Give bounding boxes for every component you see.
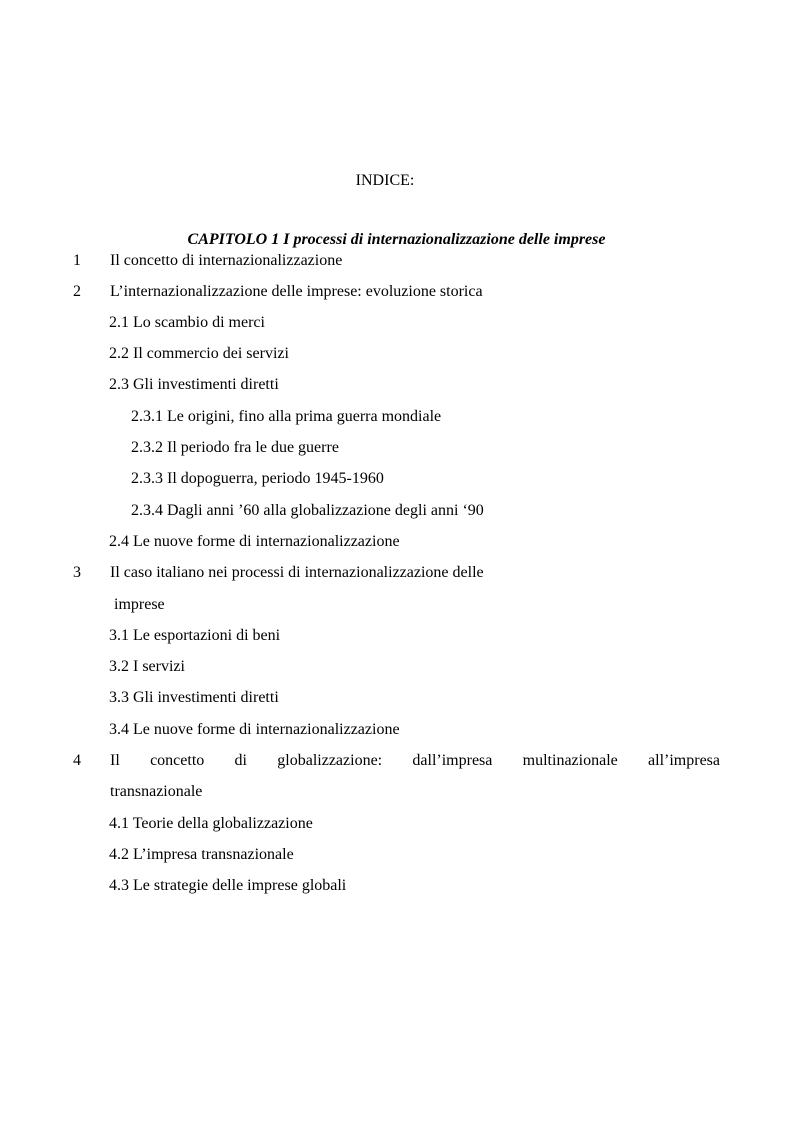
toc-entry-3-1: 3.1 Le esportazioni di beni: [109, 627, 281, 644]
toc-entry-3-3: 3.3 Gli investimenti diretti: [109, 689, 279, 706]
index-title: INDICE:: [355, 172, 415, 189]
section-4-number: 4: [73, 752, 81, 769]
toc-entry-4-2: 4.2 L’impresa transnazionale: [109, 846, 294, 863]
toc-entry-3-2: 3.2 I servizi: [109, 658, 185, 675]
chapter-heading: CAPITOLO 1 I processi di internazionalizzazione delle imprese: [187, 231, 606, 248]
toc-entry-2-3-1: 2.3.1 Le origini, fino alla prima guerra mondiale: [131, 408, 442, 425]
toc-entry-4-3: 4.3 Le strategie delle imprese globali: [109, 877, 347, 894]
section-1-number: 1: [73, 252, 81, 269]
toc-entry-2-3: 2.3 Gli investimenti diretti: [109, 376, 279, 393]
section-2-title: L’internazionalizzazione delle imprese: evoluzione storica: [110, 283, 483, 300]
toc-entry-2-2: 2.2 Il commercio dei servizi: [109, 345, 289, 362]
section-4-title-line1: Il concetto di globalizzazione: dall’impresa multinazionale all’impresa: [110, 752, 720, 769]
section-3-title-line2: imprese: [114, 596, 165, 613]
toc-entry-2-3-4: 2.3.4 Dagli anni ’60 alla globalizzazione degli anni ‘90: [131, 502, 484, 519]
toc-entry-4-1: 4.1 Teorie della globalizzazione: [109, 815, 313, 832]
section-1-title: Il concetto di internazionalizzazione: [110, 252, 343, 269]
section-3-number: 3: [73, 564, 81, 581]
toc-entry-2-4: 2.4 Le nuove forme di internazionalizzazione: [109, 533, 400, 550]
toc-entry-3-4: 3.4 Le nuove forme di internazionalizzazione: [109, 721, 400, 738]
toc-entry-2-3-3: 2.3.3 Il dopoguerra, periodo 1945-1960: [131, 470, 384, 487]
section-3-title-line1: Il caso italiano nei processi di internazionalizzazione delle: [110, 564, 484, 581]
section-4-title-line2: transnazionale: [110, 783, 203, 800]
section-2-number: 2: [73, 283, 81, 300]
toc-entry-2-3-2: 2.3.2 Il periodo fra le due guerre: [131, 439, 339, 456]
toc-entry-2-1: 2.1 Lo scambio di merci: [109, 314, 265, 331]
